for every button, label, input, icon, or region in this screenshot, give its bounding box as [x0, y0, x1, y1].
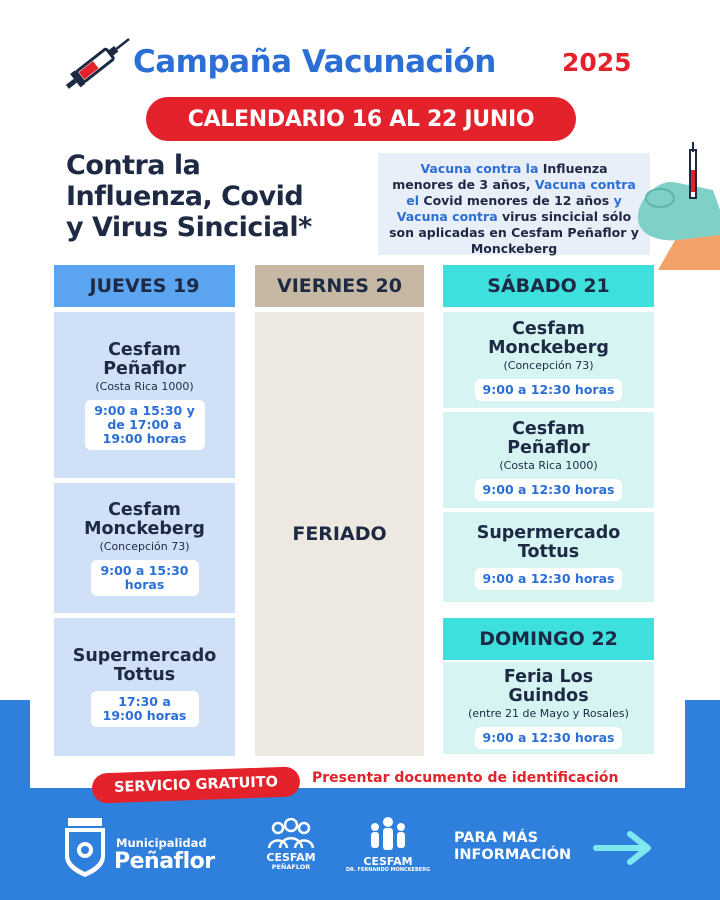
jueves-location-1 [54, 312, 235, 478]
location-hours: 9:00 a 12:30 horas [475, 379, 623, 401]
more-info-label: PARA MÁS INFORMACIÓN [454, 830, 572, 863]
location-hours: 9:00 a 12:30 horas [475, 479, 623, 501]
syringe-icon [66, 30, 136, 90]
municipality-name: Peñaflor [114, 849, 215, 874]
virus-title [66, 150, 366, 243]
campaign-year: 2025 [562, 48, 632, 77]
location-name: Cesfam Monckeberg [488, 318, 609, 358]
cesfam-penaflor-logo-icon [266, 818, 316, 850]
day-header-sabado: SÁBADO 21 [443, 265, 654, 307]
location-hours: 9:00 a 12:30 horas [475, 568, 623, 590]
location-address: (Concepción 73) [99, 539, 190, 553]
sabado-location-3 [443, 512, 654, 602]
location-hours: 17:30 a 19:00 horas [91, 691, 199, 727]
municipality-label: Municipalidad [116, 836, 207, 850]
location-name: Supermercado Tottus [72, 646, 217, 685]
cesfam-penaflor-label: CESFAM [266, 851, 316, 864]
location-hours: 9:00 a 15:30 horas [91, 560, 199, 596]
cesfam-monckeberg-label: CESFAM [363, 855, 413, 868]
date-range-banner: CALENDARIO 16 AL 22 JUNIO [146, 97, 576, 141]
free-service-badge: SERVICIO GRATUITO [92, 766, 301, 803]
day-header-jueves: JUEVES 19 [54, 265, 235, 307]
sabado-location-2 [443, 412, 654, 508]
viernes-holiday: FERIADO [255, 312, 424, 756]
virus-title-line-1: Contra la [66, 150, 201, 181]
note-part: Vacuna contra la [420, 161, 539, 176]
location-address: (Concepción 73) [503, 358, 594, 372]
cesfam-penaflor-sub: PEÑAFLOR [271, 863, 311, 871]
id-requirement-note: Presentar documento de identificación [312, 770, 619, 786]
location-name: Cesfam Monckeberg [84, 499, 205, 539]
day-header-domingo: DOMINGO 22 [443, 618, 654, 660]
arrow-right-icon [590, 828, 656, 868]
location-address: (Costa Rica 1000) [95, 379, 194, 393]
gloved-hand-syringe-icon [618, 140, 720, 270]
cesfam-monckeberg-sub: DR. FERNANDO MONCKEBERG [345, 867, 431, 873]
sabado-location-1 [443, 312, 654, 408]
location-address: (Costa Rica 1000) [499, 458, 598, 472]
campaign-title: Campaña Vacunación [133, 44, 496, 80]
day-header-viernes: VIERNES 20 [255, 265, 424, 307]
domingo-location-1 [443, 662, 654, 754]
note-part: virus sincicial sólo son aplicadas en Cesfam Peñaflor y Monckeberg [389, 209, 639, 256]
location-name: Cesfam Peñaflor [103, 339, 186, 379]
jueves-location-2 [54, 483, 235, 613]
jueves-location-3 [54, 618, 235, 756]
location-hours: 9:00 a 15:30 y de 17:00 a 19:00 horas [85, 400, 205, 450]
location-hours: 9:00 a 12:30 horas [475, 727, 623, 749]
location-address: (entre 21 de Mayo y Rosales) [468, 706, 629, 720]
note-part: Vacuna contra el [406, 177, 636, 208]
municipality-crest-icon [62, 818, 108, 878]
note-part: y Vacuna contra [396, 193, 622, 224]
cesfam-monckeberg-logo-icon [366, 816, 410, 852]
location-name: Feria Los Guindos [503, 666, 594, 706]
location-name: Supermercado Tottus [476, 523, 621, 562]
note-part: Influenza menores de 3 años, [392, 161, 608, 192]
vaccine-restriction-note [378, 153, 650, 255]
virus-title-line-2: Influenza, Covid [66, 181, 304, 212]
location-name: Cesfam Peñaflor [507, 418, 590, 458]
virus-title-line-3: y Virus Sincicial* [66, 212, 312, 243]
note-part: Covid menores de 12 años [419, 193, 614, 208]
